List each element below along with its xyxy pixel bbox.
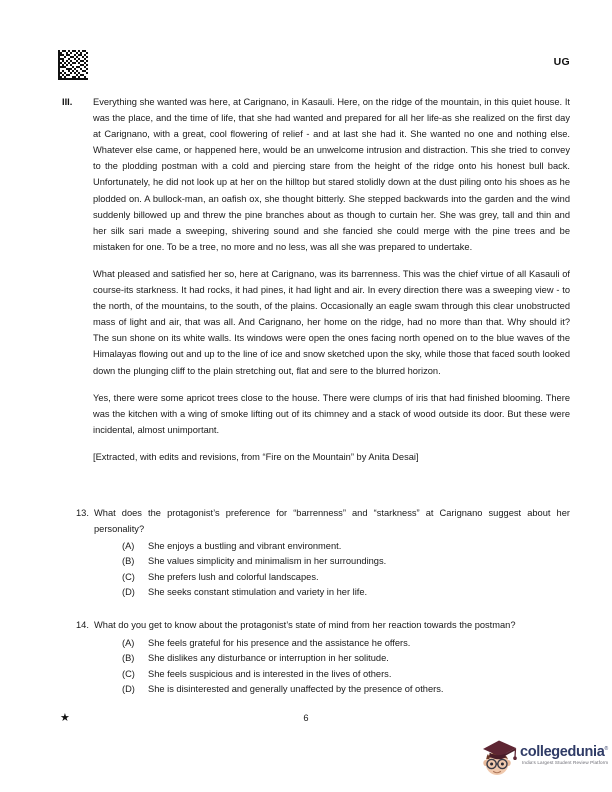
collegedunia-logo [476, 735, 609, 783]
answer-options [62, 539, 570, 600]
option-text: She dislikes any disturbance or interruption in her solitude. [148, 653, 389, 664]
questions-list [62, 506, 570, 715]
option-text: She prefers lush and colorful landscapes. [148, 571, 319, 582]
question-number: 14. [76, 620, 89, 631]
option-label: (C) [122, 571, 135, 582]
option-label: (D) [122, 683, 135, 694]
option-label: (B) [122, 653, 135, 664]
paper-code-label: UG [553, 56, 570, 68]
question-number: 13. [76, 508, 89, 518]
passage-paragraph-3: Yes, there were some apricot trees close to the house. There were clumps of iris that had finished blooming. There was the kitchen with a wing of smoke lifting out of its chimney and a stack of wood outside its door. But these were incidental, almost unimportant. [93, 392, 570, 435]
footer-star-mark: ★ [60, 712, 70, 724]
option-label: (B) [122, 556, 135, 567]
passage-paragraph-1: Everything she wanted was here, at Carignano, in Kasauli. Here, on the ridge of the mountain, in this quiet house. It was the place, and the time of life, that she had wanted and prepared for all her life-as she realized on the first day at Carignano, with a great, cool flowering of relief - and at last she had it. She wanted no one and nothing else. Whatever else came, or happened here, would be an unwelcome intrusion and distraction. This she tried to convey to the plodding postman with a cold and piercing stare from the height of the ridge onto his honest bull back. Unfortunately, he did not look up at her on the hilltop but stared stolidly down at the dust piling onto his shoes as he plodded on. A bullock-man, an oafish ox, she thought bitterly. She stepped backwards into the garden and the wind suddenly billowed up and threw the pine branches about as though to curtain her. She was grey, tall and thin and her silk sari made a sweeping, shivering sound and she fancied she could merge with the pine trees and be mistaken for one. To be a tree, no more and no less, was all she was prepared to undertake. [93, 97, 570, 252]
option-a[interactable] [122, 539, 570, 554]
answer-options [62, 636, 570, 697]
question-14 [62, 618, 570, 697]
passage-number: III. [62, 97, 73, 107]
option-c[interactable] [122, 667, 570, 682]
logo-wordmark [520, 744, 608, 760]
option-label: (C) [122, 668, 135, 679]
option-label: (A) [122, 541, 135, 552]
option-c[interactable] [122, 570, 570, 585]
option-text: She values simplicity and minimalism in her surroundings. [148, 556, 387, 567]
passage-body [93, 94, 570, 465]
option-label: (A) [122, 637, 135, 648]
option-b[interactable] [122, 651, 570, 666]
option-text: She feels suspicious and is interested in the lives of others. [148, 668, 392, 679]
option-d[interactable] [122, 585, 570, 600]
option-label: (D) [122, 587, 135, 598]
page-header [58, 50, 570, 84]
option-d[interactable] [122, 682, 570, 697]
question-text: What does the protagonist’s preference for “barrenness” and “starkness” at Carignano suggest about her personality? [94, 508, 570, 534]
passage-source-attribution: [Extracted, with edits and revisions, from “Fire on the Mountain” by Anita Desai] [93, 451, 419, 462]
datamatrix-code-icon [58, 50, 88, 80]
page-number: 6 [303, 713, 309, 723]
reading-passage [62, 94, 570, 465]
option-b[interactable] [122, 554, 570, 569]
option-a[interactable] [122, 636, 570, 651]
passage-paragraph-2: What pleased and satisfied her so, here at Carignano, was its barrenness. This was the chief virtue of all Kasauli of course-its starkness. It had rocks, it had pines, it had light and air. In every direction there was a sweeping view - to the north, of the mountains, to the south, of the plains. Occasionally an eagle swam through this clear unobstructed mass of light and air, that was all. And Carignano, her home on the ridge, had no more than that. Why should it? The sun shone on its white walls. Its windows were open the ones facing north opened on to the blue waves of the Himalayas flowing out and up to the line of ice and snow sketched upon the sky, while those that faced south looked down the plunging cliff to the plain stretching out, flat and sere to the blurred horizon. [93, 268, 570, 376]
question-text: What do you get to know about the protagonist’s state of mind from her reaction towards the postman? [94, 620, 516, 631]
option-text: She seeks constant stimulation and variety in her life. [148, 587, 368, 598]
question-13 [62, 506, 570, 600]
option-text: She feels grateful for his presence and the assistance he offers. [148, 637, 411, 648]
option-text: She is disinterested and generally unaffected by the presence of others. [148, 683, 444, 694]
option-text: She enjoys a bustling and vibrant environment. [148, 541, 342, 552]
logo-tagline: India's Largest Student Review Platform [522, 760, 609, 765]
logo-wordmark-text: collegedunia [520, 744, 605, 760]
logo-trademark-symbol: ® [604, 746, 608, 753]
graduate-face-icon [478, 737, 518, 779]
